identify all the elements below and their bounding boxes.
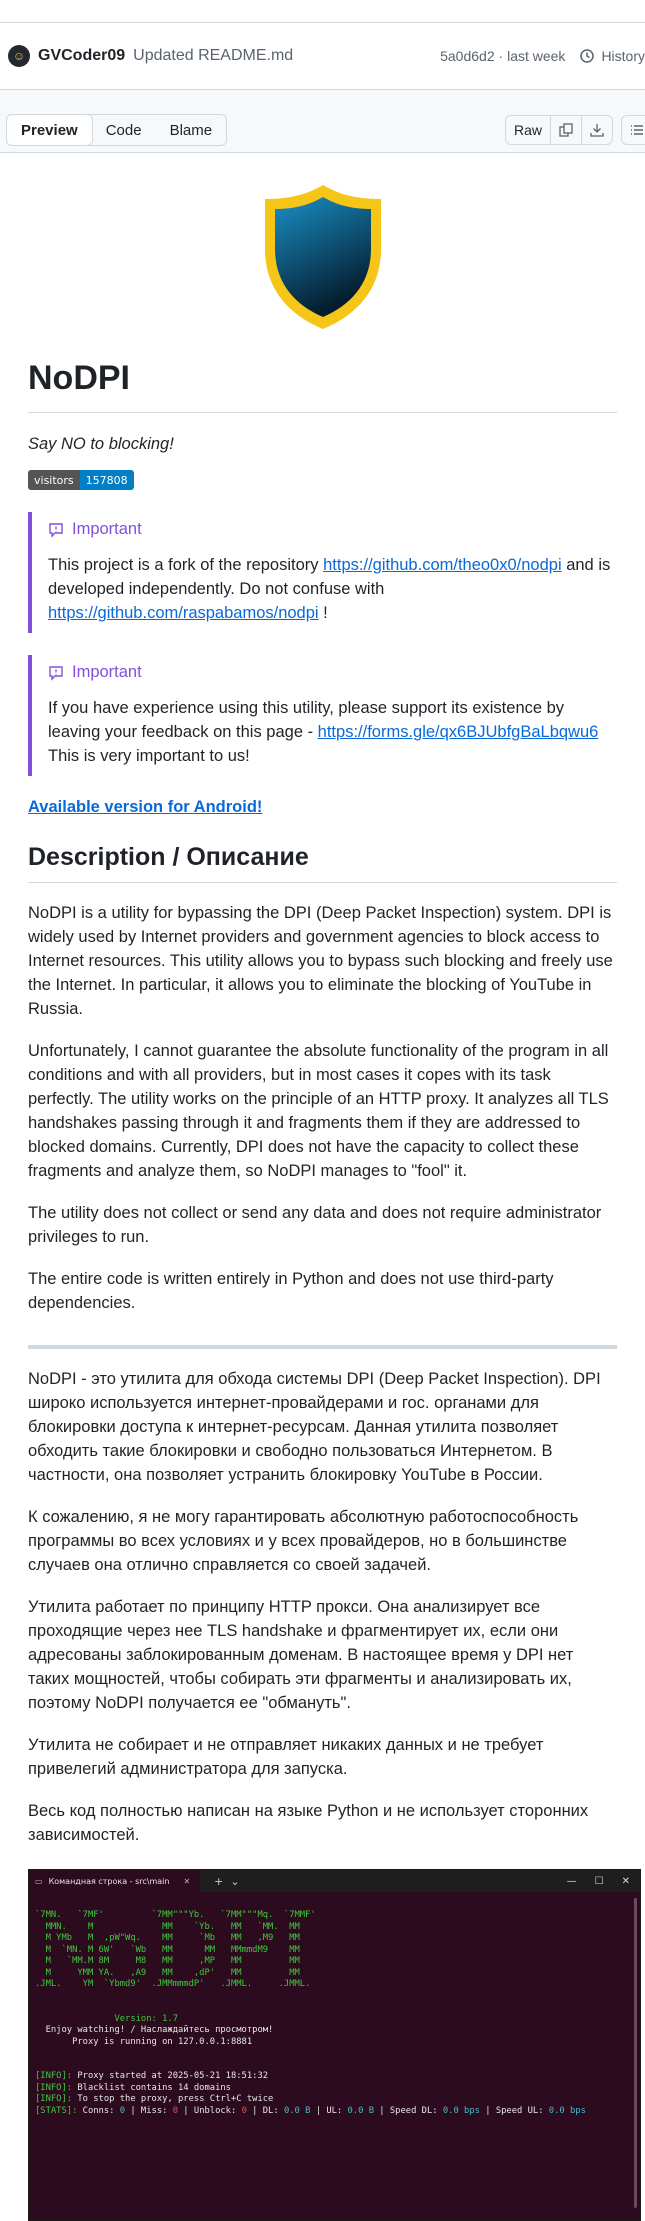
history-label: History — [601, 48, 645, 64]
alert-title-text: Important — [72, 663, 142, 681]
log-tag: [INFO]: — [35, 2094, 73, 2104]
download-button[interactable] — [581, 116, 612, 144]
stats-ul: 0.0 B — [347, 2105, 374, 2116]
ascii-banner: `7MN. `7MF' `7MM"""Yb. `7MM"""Mq. `7MMF' MMN. M MM `Yb. MM `MM. MM M YMb M ,pW"Wq. MM `Mb MM ,M9 MM M `MN. M 6W' `Wb MM MM MMmmdM9 MM M `MM.M 8M M8 MM ,MP MM MM M YMM YA. ,A9 MM ,dP' MM MM .JML. YM `Ybmd9' .JMMmmmdP' .JMML. .JMML. — [35, 1910, 316, 1989]
version-text: Version: 1.7 — [114, 2013, 179, 2024]
paragraph-ru: К сожалению, я не могу гарантировать абсолютную работоспособность программы во всех условиях и у всех провайдеров, но в большинстве случаев она отлично справляется со своей задачей. — [28, 1508, 579, 1574]
top-edge — [0, 0, 645, 23]
alert-text: This project is a fork of the repository — [48, 556, 324, 574]
maximize-icon: ☐ — [594, 1875, 604, 1887]
stats-label: | UL: — [310, 2105, 348, 2116]
stats-speed-ul: 0.0 bps — [548, 2105, 586, 2116]
terminal-icon: ▭ — [35, 1876, 43, 1886]
file-toolbar — [0, 108, 645, 153]
tab-code[interactable]: Code — [105, 121, 142, 139]
commit-time: last week — [507, 48, 566, 64]
terminal-tab-title: Командная строка - src\main — [48, 1876, 170, 1886]
shield-icon — [261, 181, 385, 333]
divider — [28, 1345, 617, 1349]
readme-content — [0, 153, 645, 2221]
spacer — [0, 90, 645, 108]
minimize-icon: — — [566, 1875, 577, 1887]
outline-button[interactable] — [622, 116, 645, 144]
paragraph-ru: Утилита работает по принципу HTTP прокси. Она анализирует все проходящие через нее TLS handshake и фрагментирует их, если они адресованы заблокированным доменам. В настоящее время у DPI нет таких мощностей, чтобы собирать эти фрагменты и анализировать их, поэтому NoDPI получается ее "обмануть". — [28, 1598, 574, 1712]
section-title: Description / Описание — [28, 843, 617, 883]
paragraph-ru: Весь код полностью написан на языке Python и не использует сторонних зависимостей. — [28, 1802, 589, 1844]
window-controls — [567, 1876, 640, 1887]
paragraph-en: The entire code is written entirely in Python and does not use third-party dependencies. — [28, 1270, 554, 1312]
terminal-tabbar — [29, 1870, 640, 1892]
stats-tag: [STATS]: — [35, 2105, 78, 2116]
logo — [28, 153, 617, 333]
commit-hash[interactable]: 5a0d6d2 — [440, 48, 495, 64]
avatar[interactable]: ☺ — [8, 45, 30, 67]
paragraph-ru: Утилита не собирает и не отправляет никаких данных и не требует привелегий администратора для запуска. — [28, 1736, 544, 1778]
commit-hash-time[interactable] — [440, 48, 565, 64]
android-version-link[interactable]: Available version for Android! — [28, 798, 263, 816]
list-icon — [630, 123, 644, 137]
raw-button[interactable]: Raw — [513, 122, 542, 138]
alert-title-text: Important — [72, 520, 142, 538]
close-window-icon: ✕ — [621, 1875, 630, 1887]
paragraph-ru: NoDPI - это утилита для обхода системы DPI (Deep Packet Inspection). DPI широко используется интернет-провайдерами и гос. органами для блокировки доступа к интернет-ресурсам. Данная утилита позволяет обходить такие блокировки и свободно пользоваться Интернетом. В частности, она позволяет устранить блокировку YouTube в России. — [28, 1370, 601, 1484]
terminal-output — [29, 1892, 640, 2117]
terminal-tab — [29, 1870, 200, 1892]
log-text: Proxy started at 2025-05-21 18:51:32 — [72, 2071, 269, 2081]
alert-title — [48, 663, 617, 682]
tab-blame[interactable]: Blame — [169, 121, 213, 139]
new-tab-icon: + ⌄ — [214, 1874, 240, 1888]
view-mode-switch — [6, 114, 227, 146]
running-text: Proxy is running on 127.0.0.1:8881 — [72, 2036, 253, 2047]
tagline: Say NO to blocking! — [28, 435, 174, 453]
stats-label: Conns: — [77, 2105, 120, 2116]
report-icon — [48, 522, 64, 538]
history-icon — [579, 48, 595, 64]
alert-text: and is developed independently. Do not confuse with — [48, 556, 611, 598]
copy-icon — [559, 123, 573, 137]
close-icon: ✕ — [183, 1876, 191, 1886]
copy-button[interactable] — [550, 116, 581, 144]
important-alert-fork — [28, 512, 617, 633]
alert-body — [48, 553, 617, 625]
stats-label: | DL: — [246, 2105, 284, 2116]
alert-body — [48, 696, 617, 768]
alert-text: ! — [318, 604, 328, 622]
tab-preview[interactable]: Preview — [6, 114, 93, 146]
commit-bar — [0, 23, 645, 90]
terminal-screenshot — [28, 1869, 641, 2221]
paragraph-en: NoDPI is a utility for bypassing the DPI (Deep Packet Inspection) system. DPI is widely used by Internet providers and government agencies to block access to Internet resources. This utility allows you to bypass such blocking and freely use the Internet. In particular, it allows you to eliminate the blocking of YouTube in Russia. — [28, 904, 613, 1018]
log-text: Blacklist contains 14 domains — [72, 2082, 231, 2093]
alert-title — [48, 520, 617, 539]
commit-author[interactable]: GVCoder09 — [38, 47, 126, 64]
commit-message[interactable]: Updated README.md — [133, 47, 294, 64]
outline-button-group — [621, 115, 645, 145]
log-text: To stop the proxy, press Ctrl+C twice — [72, 2094, 274, 2104]
badge-label: visitors — [28, 470, 80, 490]
stats-unblock: 0 — [241, 2105, 247, 2116]
visitors-badge[interactable] — [28, 470, 134, 490]
download-icon — [590, 123, 604, 137]
stats-conns: 0 — [119, 2105, 126, 2116]
stats-label: | Unblock: — [178, 2105, 242, 2116]
file-actions — [505, 115, 613, 145]
enjoy-text: Enjoy watching! / Наслаждайтесь просмотром! — [45, 2025, 274, 2035]
important-alert-feedback — [28, 655, 617, 776]
paragraph-en: The utility does not collect or send any data and does not require administrator privileges to run. — [28, 1204, 602, 1246]
commit-separator: · — [498, 48, 504, 64]
stats-label: | Speed UL: — [479, 2105, 549, 2116]
terminal-scrollbar — [634, 1898, 637, 2208]
log-tag: [INFO]: — [35, 2071, 73, 2081]
stats-label: | Miss: — [125, 2105, 173, 2116]
log-tag: [INFO]: — [35, 2082, 73, 2093]
link-raspabamos-nodpi[interactable]: https://github.com/raspabamos/nodpi — [48, 604, 319, 622]
stats-miss: 0 — [172, 2105, 179, 2116]
paragraph-en: Unfortunately, I cannot guarantee the absolute functionality of the program in all conditions and with all providers, but in most cases it copes with its task perfectly. The utility works on the principle of an HTTP proxy. It analyzes all TLS handshakes passing through it and fragments them if they are addressed to blocked domains. Currently, DPI does not have the capacity to collect these fragments and analyze them, so NoDPI manages to "fool" it. — [28, 1042, 609, 1180]
badge-value: 157808 — [80, 470, 134, 490]
stats-speed-dl: 0.0 bps — [442, 2105, 480, 2116]
history-button[interactable] — [579, 48, 645, 64]
link-feedback-form[interactable]: https://forms.gle/qx6BJUbfgBaLbqwu6 — [317, 723, 599, 741]
alert-text: If you have experience using this utility, please support its existence by leaving your feedback on this page - — [48, 699, 565, 741]
readme-title: NoDPI — [28, 359, 617, 413]
stats-dl: 0.0 B — [283, 2105, 311, 2116]
link-theo0x0-nodpi[interactable]: https://github.com/theo0x0/nodpi — [323, 556, 562, 574]
report-icon — [48, 665, 64, 681]
stats-label: | Speed DL: — [374, 2105, 443, 2116]
alert-text: This is very important to us! — [48, 747, 250, 765]
